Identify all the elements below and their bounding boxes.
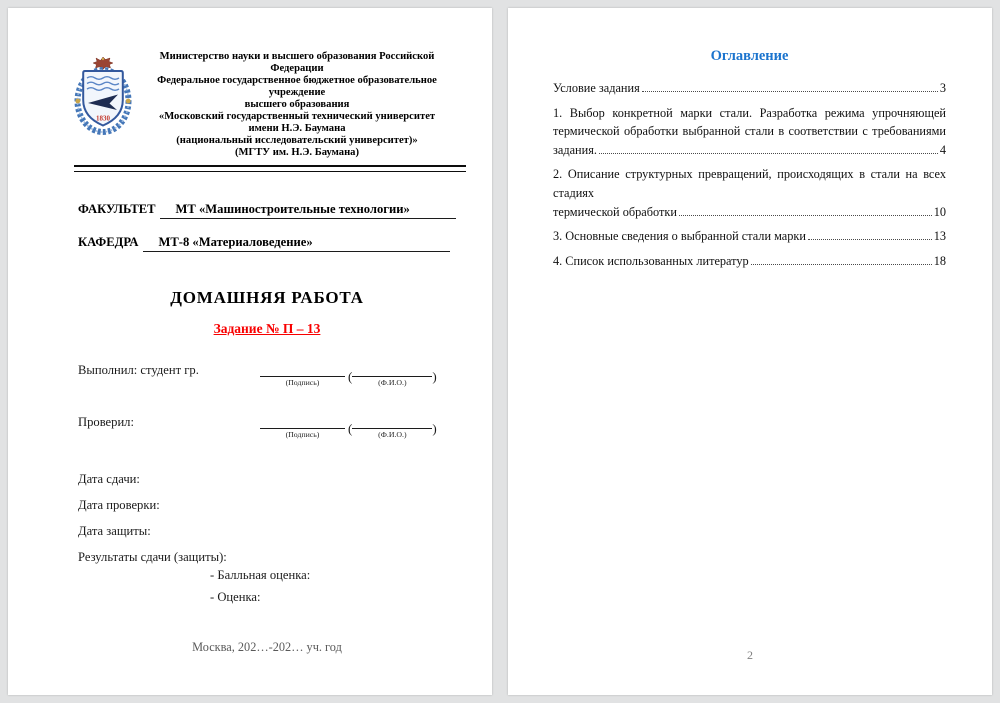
signature-block	[260, 364, 345, 387]
emblem-year: 1830	[96, 114, 110, 123]
page-number: 2	[747, 648, 753, 662]
toc-entry-page-number: 13	[933, 229, 946, 244]
document-page-2	[508, 8, 992, 695]
performed-label: Выполнил: студент гр.	[78, 363, 199, 377]
toc-dot-leader	[679, 215, 932, 216]
header-divider	[74, 165, 466, 172]
toc-entry-title: задания.	[553, 142, 597, 157]
faculty-label: ФАКУЛЬТЕТ	[78, 202, 156, 216]
wreath-gold-left-icon	[75, 99, 80, 104]
results-label: Результаты сдачи (защиты):	[78, 550, 227, 564]
signature-line	[260, 416, 345, 429]
toc-entry-page-number: 4	[939, 142, 946, 157]
toc-entry-title: 4. Список использованных литератур	[553, 253, 749, 268]
signature-block	[260, 416, 345, 439]
university-header	[78, 48, 456, 159]
performed-row	[78, 363, 456, 387]
toc-entry-last-line	[553, 203, 946, 222]
wreath-gold-right-icon	[126, 99, 131, 104]
date-defense-label: Дата защиты:	[78, 524, 151, 538]
paren-close: )	[432, 369, 437, 384]
dates-section	[78, 471, 456, 605]
crest-crown-icon	[102, 58, 104, 60]
toc-entry-last-line	[553, 252, 946, 271]
signature-caption: (Подпись)	[285, 430, 320, 439]
date-submit-label: Дата сдачи:	[78, 472, 140, 486]
fio-block	[348, 415, 437, 439]
fio-inner	[352, 364, 432, 387]
ministry-line: высшего образования	[244, 99, 350, 110]
department-value: МТ-8 «Материаловедение»	[143, 235, 451, 252]
toc-heading: Оглавление	[710, 48, 789, 64]
signature-caption: (Подпись)	[285, 378, 320, 387]
toc-entry-page-number: 18	[933, 253, 946, 268]
department-field	[78, 235, 456, 252]
checked-row	[78, 415, 456, 439]
assignment-number: Задание № П – 13	[213, 321, 321, 336]
toc-entry-title: 3. Основные сведения о выбранной стали марки	[553, 229, 806, 244]
toc-entry-last-line	[553, 227, 946, 246]
department-label: КАФЕДРА	[78, 235, 139, 249]
signature-line	[260, 364, 345, 377]
city-year-footer: Москва, 202…-202… уч. год	[192, 640, 342, 654]
faculty-value: МТ «Машиностроительные технологии»	[160, 202, 456, 219]
toc-entry-page-number: 3	[939, 81, 946, 95]
fio-inner	[352, 416, 432, 439]
toc-entry-title: Условие задания	[553, 81, 640, 95]
date-check-label: Дата проверки:	[78, 498, 160, 512]
fio-caption: (Ф.И.О.)	[378, 378, 407, 387]
toc-entry-text-line: термической обработки выбранной стали в соответствии с требованиями	[553, 124, 946, 139]
document-page-1	[8, 8, 492, 695]
grade-label: - Оценка:	[210, 590, 261, 604]
toc-dot-leader	[642, 91, 938, 92]
toc-entry-last-line	[553, 79, 946, 98]
fio-caption: (Ф.И.О.)	[378, 430, 407, 439]
toc-entry-last-line	[553, 141, 946, 160]
paren-open: (	[348, 369, 353, 384]
paren-open: (	[348, 421, 353, 436]
ministry-line: (национальный исследовательский университет)»	[176, 135, 418, 146]
fio-line	[352, 416, 432, 429]
ministry-line: Федеральное государственное бюджетное образовательное учреждение	[157, 75, 437, 98]
faculty-field	[78, 202, 456, 219]
document-title: ДОМАШНЯЯ РАБОТА	[170, 288, 364, 307]
toc-entry-title: термической обработки	[553, 204, 677, 219]
paren-close: )	[432, 421, 437, 436]
ministry-line: имени Н.Э. Баумана	[248, 123, 346, 134]
fio-line	[352, 364, 432, 377]
toc-entry	[553, 252, 946, 271]
toc-dot-leader	[599, 153, 938, 154]
toc-entry	[553, 104, 946, 160]
score-label: - Балльная оценка:	[210, 568, 311, 582]
toc-entry-text-line: 1. Выбор конкретной марки стали. Разработка режима упрочняющей	[553, 105, 946, 120]
toc-dot-leader	[808, 239, 932, 240]
ministry-line: «Московский государственный технический университет	[158, 111, 436, 122]
ministry-line: (МГТУ им. Н.Э. Баумана)	[234, 147, 360, 158]
toc-list	[553, 79, 946, 270]
fio-block	[348, 363, 437, 387]
toc-dot-leader	[751, 264, 932, 265]
toc-entry-text-line: 2. Описание структурных превращений, происходящих в стали на всех стадиях	[553, 167, 946, 200]
ministry-header-lines	[132, 51, 456, 159]
toc-entry	[553, 227, 946, 246]
toc-entry-page-number: 10	[933, 204, 946, 219]
toc-entry	[553, 165, 946, 221]
toc-entry	[553, 79, 946, 98]
ministry-line: Министерство науки и высшего образования Российской Федерации	[159, 51, 435, 74]
checked-label: Проверил:	[78, 415, 134, 429]
university-emblem-icon	[74, 56, 132, 136]
